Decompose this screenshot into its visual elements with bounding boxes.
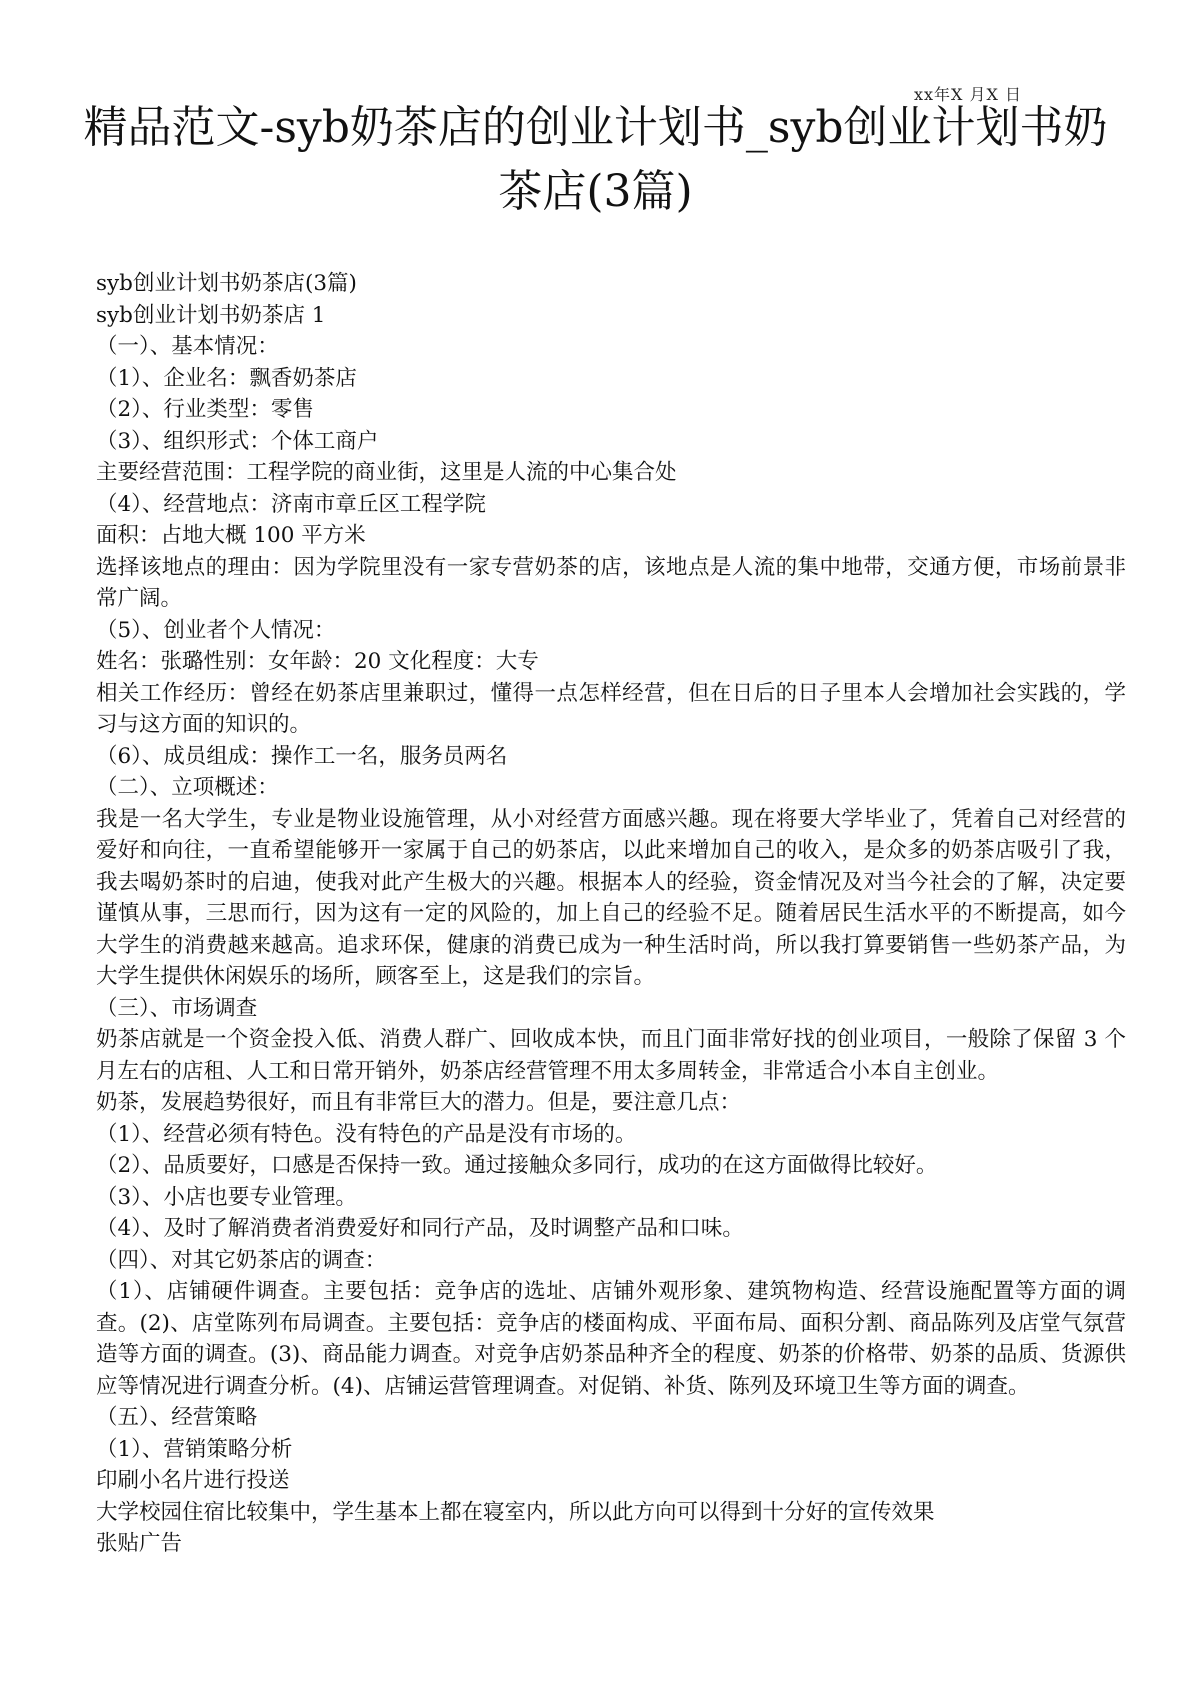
paragraph: 相关工作经历：曾经在奶茶店里兼职过，懂得一点怎样经营，但在日后的日子里本人会增加社会实践的，学习与这方面的知识的。 (96, 680, 1126, 737)
section-heading: （一）、基本情况： (96, 334, 279, 359)
paragraph: （1）、企业名：飘香奶茶店 (96, 365, 357, 391)
paragraph: 我是一名大学生，专业是物业设施管理，从小对经营方面感兴趣。现在将要大学毕业了，凭着自己对经营的爱好和向往，一直希望能够开一家属于自己的奶茶店，以此来增加自己的收入，是众多的奶茶店吸引了我，我去喝奶茶时的启迪，使我对此产生极大的兴趣。根据本人的经验，资金情况及对当今社会的了解，决定要谨慎从事，三思而行，因为这有一定的风险的，加上自己的经验不足。随着居民生活水平的不断提高，如今大学生的消费越来越高。追求环保，健康的消费已成为一种生活时尚，所以我打算要销售一些奶茶产品，为大学生提供休闲娱乐的场所，顾客至上，这是我们的宗旨。 (96, 806, 1126, 989)
paragraph: 主要经营范围：工程学院的商业街，这里是人流的中心集合处 (96, 460, 677, 485)
paragraph: （1）、店铺硬件调查。主要包括：竞争店的选址、店铺外观形象、建筑物构造、经营设施配置等方面的调查。(2)、店堂陈列布局调查。主要包括：竞争店的楼面构成、平面布局、面积分割、商品陈列及店堂气氛营造等方面的调查。(3)、商品能力调查。对竞争店奶茶品种齐全的程度、奶茶的价格带、奶茶的品质、货源供应等情况进行调查分析。(4)、店铺运营管理调查。对促销、补货、陈列及环境卫生等方面的调查。 (96, 1279, 1126, 1399)
section-heading: （二）、立项概述： (96, 775, 279, 800)
paragraph: 姓名：张璐性别：女年龄：20 文化程度：大专 (96, 649, 539, 674)
paragraph: （3）、组织形式：个体工商户 (96, 428, 379, 454)
paragraph: 大学校园住宿比较集中，学生基本上都在寝室内，所以此方向可以得到十分好的宣传效果 (96, 1499, 935, 1525)
paragraph: （3）、小店也要专业管理。 (96, 1184, 357, 1210)
document-title: 精品范文-syb奶茶店的创业计划书_syb创业计划书奶茶店(3篇) (83, 102, 1108, 217)
paragraph: （1）、营销策略分析 (96, 1436, 293, 1462)
paragraph: 奶茶店就是一个资金投入低、消费人群广、回收成本快，而且门面非常好找的创业项目，一般除了保留 3 个月左右的店租、人工和日常开销外，奶茶店经营管理不用太多周转金，非常适合小本自主创业。 (96, 1027, 1126, 1084)
section-heading: （五）、经营策略 (96, 1405, 258, 1430)
paragraph: 面积：占地大概 100 平方米 (96, 523, 366, 548)
paragraph: （5）、创业者个人情况： (96, 617, 336, 643)
paragraph: 张贴广告 (96, 1531, 183, 1556)
paragraph: （4）、经营地点：济南市章丘区工程学院 (96, 491, 486, 517)
paragraph: 印刷小名片进行投送 (96, 1468, 290, 1493)
paragraph: syb创业计划书奶茶店(3篇) (96, 271, 357, 296)
paragraph: （6）、成员组成：操作工一名，服务员两名 (96, 743, 508, 769)
paragraph: 奶茶，发展趋势很好，而且有非常巨大的潜力。但是，要注意几点： (96, 1090, 742, 1115)
paragraph: （4）、及时了解消费者消费爱好和同行产品，及时调整产品和口味。 (96, 1216, 744, 1241)
paragraph: （2）、品质要好，口感是否保持一致。通过接触众多同行，成功的在这方面做得比较好。 (96, 1153, 938, 1178)
paragraph: 选择该地点的理由：因为学院里没有一家专营奶茶的店，该地点是人流的集中地带，交通方便，市场前景非常广阔。 (96, 554, 1126, 611)
header-date: xx年X 月X 日 (914, 85, 1023, 104)
document-body (96, 268, 1126, 1560)
paragraph: （1）、经营必须有特色。没有特色的产品是没有市场的。 (96, 1121, 637, 1147)
paragraph: syb创业计划书奶茶店 1 (96, 302, 326, 328)
section-heading: （四）、对其它奶茶店的调查： (96, 1247, 387, 1273)
paragraph: （2）、行业类型：零售 (96, 397, 314, 422)
section-heading: （三）、市场调查 (96, 995, 258, 1021)
